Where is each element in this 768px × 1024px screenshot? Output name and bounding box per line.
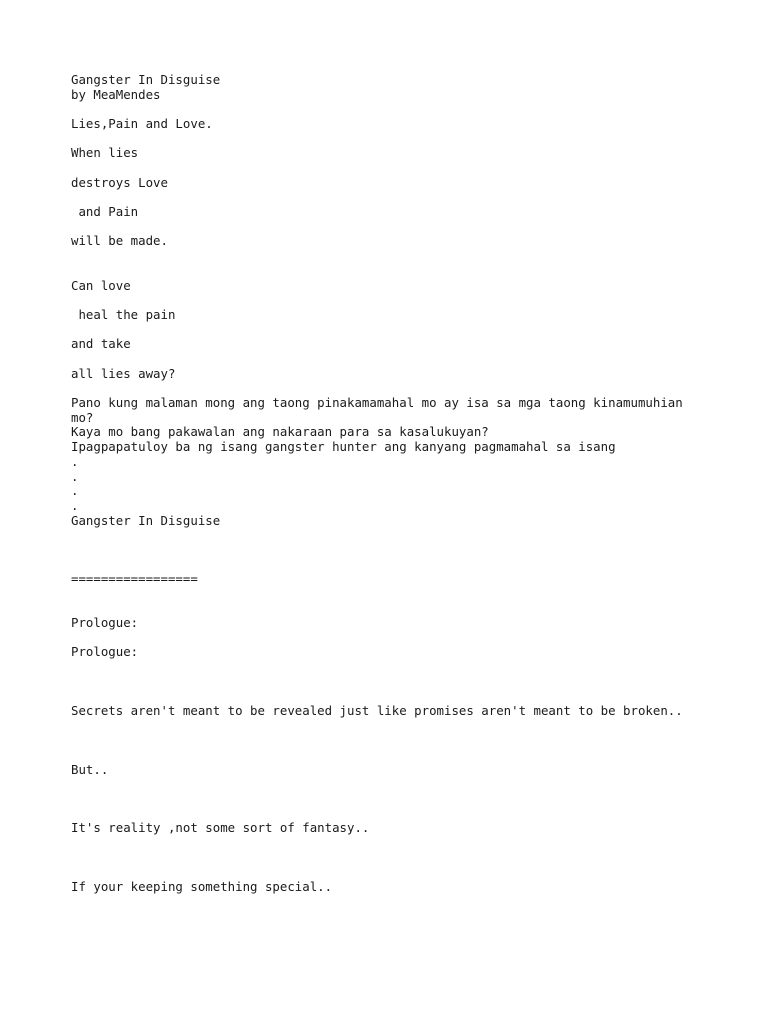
prologue-line: Secrets aren't meant to be revealed just like promises aren't meant to be broken.. — [71, 703, 683, 718]
blurb-line: Kaya mo bang pakawalan ang nakaraan para sa kasalukuyan? — [71, 424, 489, 439]
prologue-line: It's reality ,not some sort of fantasy.. — [71, 820, 370, 835]
prologue-line: If your keeping something special.. — [71, 879, 333, 894]
prologue-heading: Prologue: — [71, 615, 139, 630]
author-byline: by MeaMendes — [71, 87, 161, 102]
prologue-heading: Prologue: — [71, 644, 139, 659]
poem-line: Can love — [71, 278, 131, 293]
blurb-line: mo? — [71, 410, 94, 425]
ellipsis-dot: . — [71, 454, 79, 469]
ellipsis-dot: . — [71, 483, 79, 498]
poem-line: When lies — [71, 145, 139, 160]
poem-line: and Pain — [71, 204, 139, 219]
blurb-line: Ipagpapatuloy ba ng isang gangster hunter ang kanyang pagmamahal sa isang — [71, 439, 616, 454]
section-separator: ================= — [71, 571, 198, 586]
poem-line: heal the pain — [71, 307, 176, 322]
prologue-line: But.. — [71, 762, 109, 777]
poem-line: will be made. — [71, 233, 168, 248]
closing-title: Gangster In Disguise — [71, 513, 221, 528]
tagline: Lies,Pain and Love. — [71, 116, 213, 131]
blurb-line: Pano kung malaman mong ang taong pinakamamahal mo ay isa sa mga taong kinamumuhian — [71, 395, 683, 410]
document-title: Gangster In Disguise — [71, 72, 221, 87]
poem-line: and take — [71, 336, 131, 351]
poem-line: all lies away? — [71, 366, 176, 381]
ellipsis-dot: . — [71, 469, 79, 484]
ellipsis-dot: . — [71, 498, 79, 513]
poem-line: destroys Love — [71, 175, 168, 190]
